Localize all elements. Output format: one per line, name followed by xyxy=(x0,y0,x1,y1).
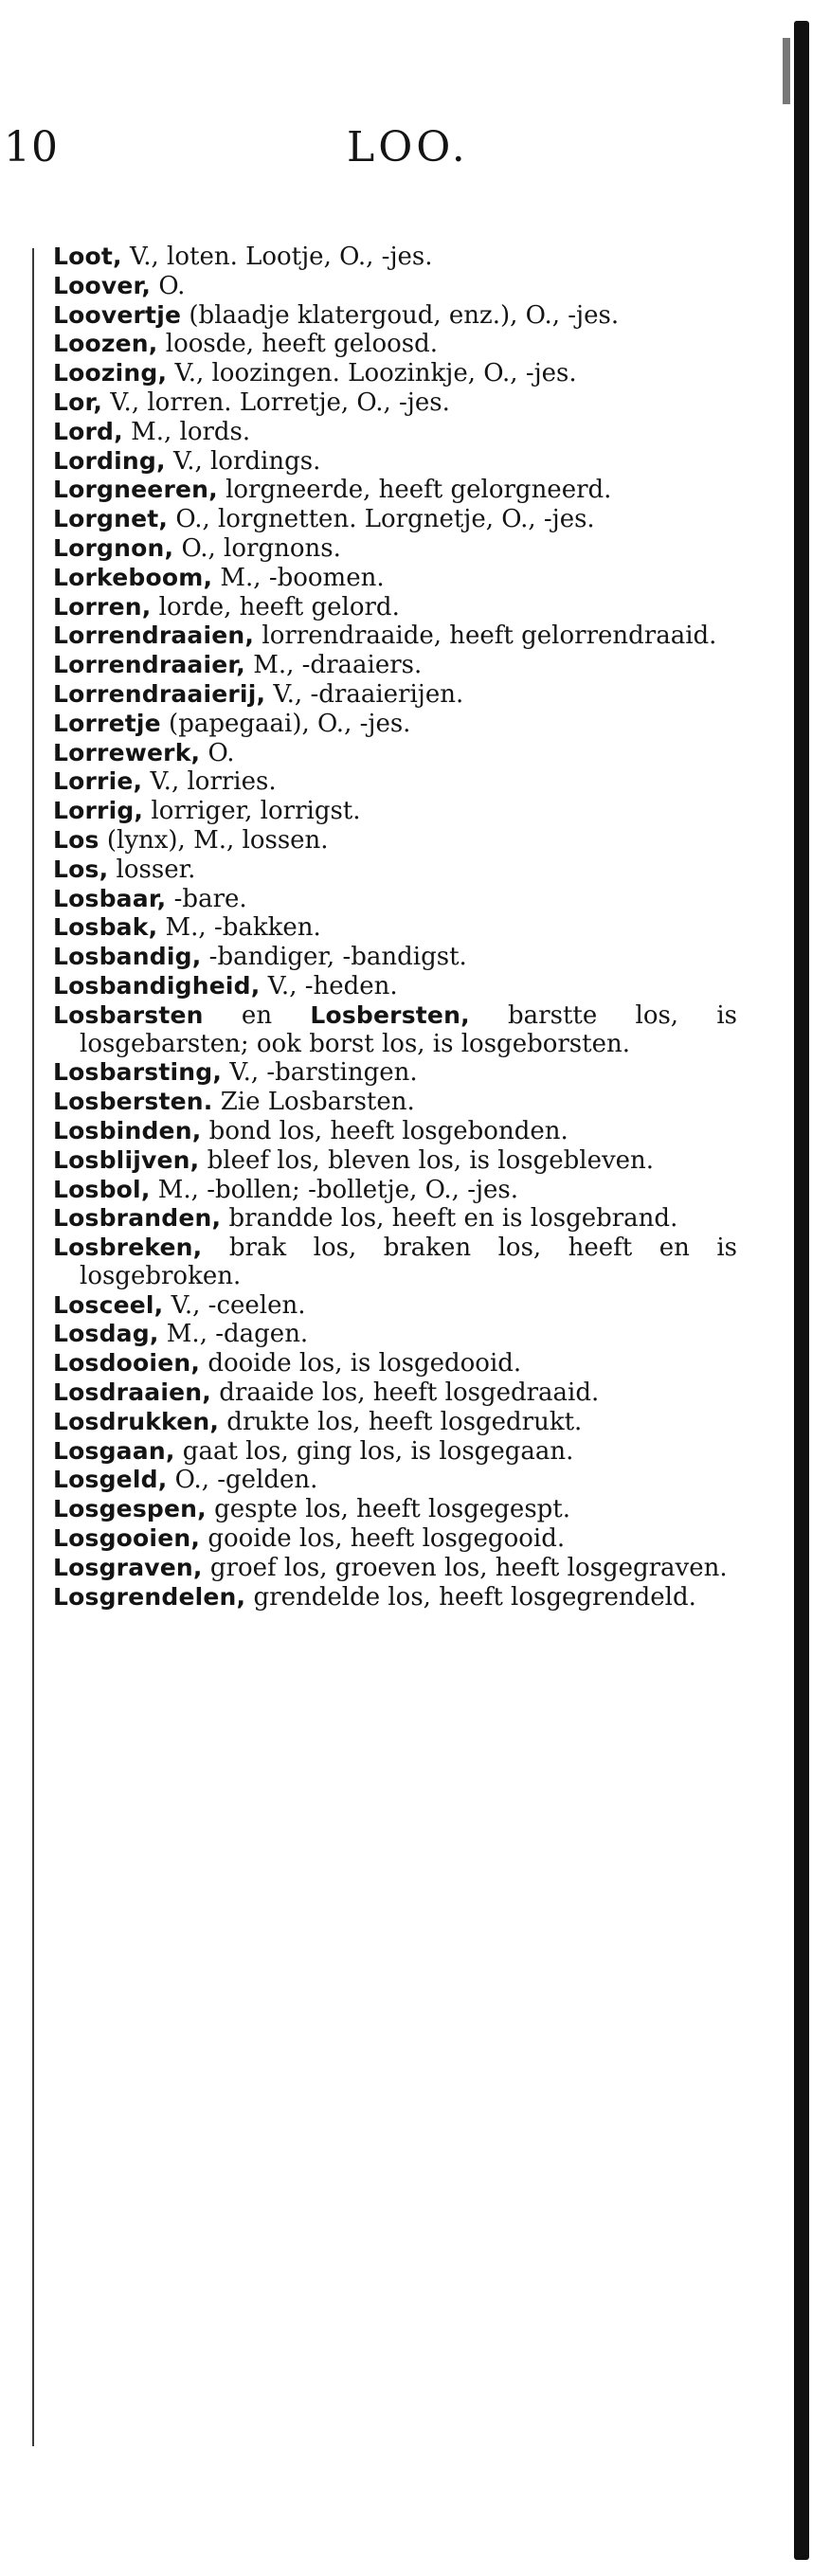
entry-headword: Loot, xyxy=(53,243,122,270)
entry-headword: Loozen, xyxy=(53,330,158,358)
entry-definition: V., -heden. xyxy=(260,971,398,1000)
entry-definition: lorgneerde, heeft gelorgneerd. xyxy=(217,476,612,505)
entry-definition: V., loten. Lootje, O., -jes. xyxy=(121,243,433,271)
entry-definition: bleef los, bleven los, is losgebleven. xyxy=(199,1145,655,1175)
entry-headword: Lorretje xyxy=(53,709,161,737)
entry-headword: Losgraven, xyxy=(53,1553,203,1581)
entry-definition: gooide los, heeft losgegooid. xyxy=(200,1524,566,1554)
dictionary-entry xyxy=(53,1234,737,1291)
entry-headword: Lorkeboom, xyxy=(53,563,213,591)
dictionary-entry xyxy=(53,1349,737,1378)
entry-headword: Losgaan, xyxy=(53,1436,175,1465)
entry-headword: Lorrendraaier, xyxy=(53,651,245,679)
dictionary-entry xyxy=(53,1117,737,1146)
entry-headword: Lording, xyxy=(53,446,166,475)
dictionary-entry xyxy=(53,418,737,447)
entry-headword: Losbandig, xyxy=(53,943,202,971)
dictionary-entry xyxy=(53,1378,737,1408)
entry-headword: Lor, xyxy=(53,387,103,416)
dictionary-entry xyxy=(53,1524,737,1554)
entry-headword: Losbol, xyxy=(53,1175,151,1203)
dictionary-entry xyxy=(53,826,737,856)
entry-definition: O., lorgnetten. Lorgnetje, O., -jes. xyxy=(168,505,595,534)
dictionary-entry xyxy=(53,1176,737,1205)
entry-definition: O. xyxy=(151,271,186,300)
dictionary-entry xyxy=(53,856,737,885)
dictionary-entry xyxy=(53,1495,737,1524)
dictionary-entry xyxy=(53,943,737,972)
entry-definition: drukte los, heeft losgedrukt. xyxy=(219,1407,583,1436)
dictionary-entry xyxy=(53,534,737,564)
entry-definition: (lynx), M., lossen. xyxy=(99,825,329,855)
entry-headword: Lorrewerk, xyxy=(53,738,201,766)
dictionary-entry xyxy=(53,1408,737,1437)
dictionary-entry xyxy=(53,739,737,768)
entry-definition: (papegaai), O., -jes. xyxy=(160,709,411,738)
entry-definition: M., -bollen; -bolletje, O., -jes. xyxy=(150,1175,519,1204)
entry-headword: Losbandigheid, xyxy=(53,971,261,1000)
entry-definition: dooide los, is losgedooid. xyxy=(200,1349,522,1378)
entry-definition: lorde, heeft gelord. xyxy=(151,592,400,621)
entry-headword: Lorgnon, xyxy=(53,533,174,562)
entry-headword: Losbak, xyxy=(53,913,158,942)
dictionary-entries xyxy=(53,243,737,1612)
entry-definition: loosde, heeft geloosd. xyxy=(157,330,439,359)
entry-definition: losser. xyxy=(108,855,196,884)
entry-definition: brandde los, heeft en is losgebrand. xyxy=(221,1204,678,1234)
entry-headword: Loozing, xyxy=(53,359,168,387)
dictionary-entry xyxy=(53,1583,737,1612)
entry-definition: grendelde los, heeft losgegrendeld. xyxy=(245,1582,696,1612)
dictionary-entry xyxy=(53,1088,737,1117)
dictionary-entry xyxy=(53,1320,737,1349)
dictionary-entry xyxy=(53,1291,737,1321)
entry-definition: O. xyxy=(200,738,235,767)
entry-definition: groef los, groeven los, heeft losgegraven. xyxy=(202,1553,728,1582)
entry-headword: Losbarsten xyxy=(53,1000,204,1029)
dictionary-entry xyxy=(53,1001,737,1059)
entry-definition: M., lords. xyxy=(122,417,251,446)
entry-definition: Zie Losbarsten. xyxy=(212,1088,415,1117)
entry-definition: lorriger, lorrigst. xyxy=(143,797,361,826)
entry-headword: Lorrig, xyxy=(53,797,144,825)
dictionary-entry xyxy=(53,1058,737,1088)
entry-headword: Losbinden, xyxy=(53,1116,202,1144)
entry-headword: Losgeld, xyxy=(53,1466,168,1494)
entry-headword: Lorrie, xyxy=(53,767,143,796)
entry-headword: Losblijven, xyxy=(53,1145,200,1174)
entry-definition: V., lordings. xyxy=(165,446,321,476)
dictionary-entry xyxy=(53,972,737,1001)
entry-definition: V., -ceelen. xyxy=(163,1290,306,1320)
page-title: LOO. xyxy=(347,123,469,171)
entry-headword: Lord, xyxy=(53,417,123,445)
dictionary-entry xyxy=(53,359,737,388)
entry-headword: Lorgnet, xyxy=(53,505,169,533)
dictionary-entry xyxy=(53,447,737,477)
page-number: 10 xyxy=(4,123,59,171)
entry-definition: draaide los, heeft losgedraaid. xyxy=(210,1378,600,1408)
page-edge-shadow xyxy=(794,21,809,2560)
entry-definition: V., loozingen. Loozinkje, O., -jes. xyxy=(167,359,577,388)
entry-definition: M., -draaiers. xyxy=(244,651,423,680)
column-rule xyxy=(32,248,34,2446)
dictionary-entry xyxy=(53,330,737,359)
entry-headword: Lorrendraaien, xyxy=(53,621,255,650)
dictionary-entry xyxy=(53,767,737,797)
entry-headword: Losbreken, xyxy=(53,1234,203,1262)
dictionary-entry xyxy=(53,1466,737,1495)
dictionary-entry xyxy=(53,1146,737,1176)
entry-headword: Losgespen, xyxy=(53,1495,207,1523)
entry-definition: V., -barstingen. xyxy=(222,1058,418,1088)
entry-definition: barstte los, is losgebarsten; ook borst los, is losgeborsten. xyxy=(80,1000,737,1058)
entry-definition: gaat los, ging los, is losgegaan. xyxy=(174,1436,574,1466)
entry-headword: Losdooien, xyxy=(53,1349,201,1378)
dictionary-entry xyxy=(53,885,737,914)
entry-definition: M., -boomen. xyxy=(212,563,385,592)
dictionary-entry xyxy=(53,593,737,622)
entry-headword: Losbersten, xyxy=(310,1000,470,1029)
entry-definition: V., lorren. Lorretje, O., -jes. xyxy=(102,387,450,417)
dictionary-entry xyxy=(53,564,737,593)
entry-definition: O., lorgnons. xyxy=(173,533,341,563)
entry-headword: Lorren, xyxy=(53,592,152,621)
entry-definition: (blaadje klatergoud, enz.), O., -jes. xyxy=(181,300,620,330)
page-edge-mark xyxy=(783,38,790,104)
dictionary-entry xyxy=(53,710,737,739)
entry-headword: Loovertje xyxy=(53,300,182,329)
entry-definition: lorrendraaide, heeft gelorrendraaid. xyxy=(254,621,717,651)
entry-definition: M., -dagen. xyxy=(158,1320,309,1349)
dictionary-entry xyxy=(53,476,737,505)
entry-headword: Lorgneeren, xyxy=(53,476,218,504)
dictionary-entry xyxy=(53,301,737,331)
dictionary-entry xyxy=(53,621,737,651)
dictionary-entry xyxy=(53,505,737,534)
entry-definition: O., -gelden. xyxy=(167,1466,318,1495)
entry-headword: Losdrukken, xyxy=(53,1407,220,1435)
dictionary-entry xyxy=(53,680,737,710)
entry-definition: -bare. xyxy=(166,884,247,913)
dictionary-entry xyxy=(53,272,737,301)
entry-headword: Los xyxy=(53,825,99,854)
dictionary-entry xyxy=(53,1554,737,1583)
entry-headword: Losgooien, xyxy=(53,1524,201,1553)
entry-definition: V., -draaierijen. xyxy=(265,679,464,709)
entry-headword: Losdag, xyxy=(53,1320,159,1348)
entry-definition: brak los, braken los, heeft en is losgebroken. xyxy=(80,1234,737,1290)
entry-definition: -bandiger, -bandigst. xyxy=(201,943,467,972)
entry-headword: Losceel, xyxy=(53,1290,164,1319)
entry-headword: Losbersten. xyxy=(53,1088,213,1116)
dictionary-entry xyxy=(53,651,737,680)
entry-definition: bond los, heeft losgebonden. xyxy=(201,1116,568,1145)
entry-headword: Los, xyxy=(53,855,109,883)
entry-headword: Losdraaien, xyxy=(53,1378,211,1407)
entry-headword: Losbaar, xyxy=(53,884,167,912)
dictionary-entry xyxy=(53,797,737,826)
dictionary-entry xyxy=(53,913,737,943)
entry-headword: Loover, xyxy=(53,271,152,299)
dictionary-entry xyxy=(53,1204,737,1234)
entry-definition: V., lorries. xyxy=(142,767,277,797)
dictionary-entry xyxy=(53,243,737,272)
entry-definition: M., -bakken. xyxy=(157,913,321,943)
dictionary-entry xyxy=(53,388,737,418)
entry-headword: Losgrendelen, xyxy=(53,1582,246,1611)
entry-headword: Losbranden, xyxy=(53,1204,222,1233)
entry-headword: Losbarsting, xyxy=(53,1058,223,1087)
entry-definition: gespte los, heeft losgegespt. xyxy=(206,1495,571,1524)
entry-headword: Lorrendraaierij, xyxy=(53,679,266,708)
dictionary-entry xyxy=(53,1437,737,1467)
entry-definition: en xyxy=(203,1000,311,1030)
